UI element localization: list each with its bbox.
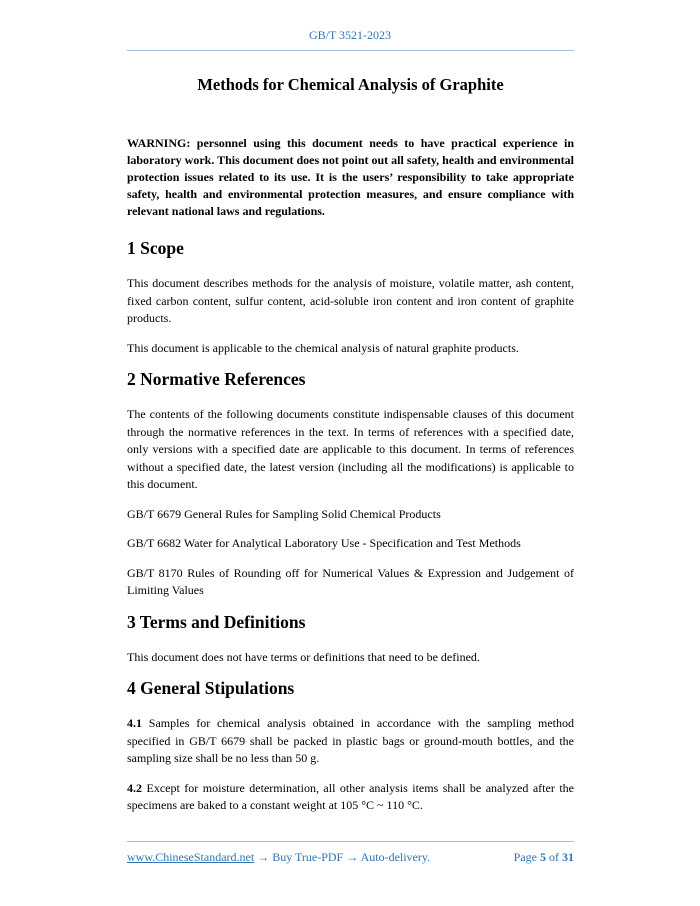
normative-paragraph: The contents of the following documents constitute indispensable clauses of this document through the normative references in the text. In terms of references with a specified date, only versions with a specified date are applicable to this document. In terms of references without a specified date, the latest version (including all the modifications) is applicable to this document. [127,407,574,492]
terms-paragraph: This document does not have terms or definitions that need to be defined. [127,649,480,664]
scope-paragraph-2: This document is applicable to the chemical analysis of natural graphite products. [127,340,519,355]
clause-text: Except for moisture determination, all other analysis items shall be analyzed after the specimens are baked to a constant weight at 105 °C ~ 110 °C. [127,780,574,813]
reference-item: GB/T 8170 Rules of Rounding off for Numerical Values & Expression and Judgement of Limiting Values [127,565,574,598]
page-of: of [549,850,559,864]
section-heading-general: 4 General Stipulations [127,678,295,699]
document-title: Methods for Chemical Analysis of Graphite [197,75,504,94]
website-link[interactable]: www.ChineseStandard.net [127,850,255,864]
page-number [514,850,574,865]
section-general-stipulations [127,678,574,815]
section-terms [127,612,574,667]
clause-number: 4.1 [127,716,142,731]
page-current: 5 [540,850,546,864]
clause-text: Samples for chemical analysis obtained in accordance with the sampling method specified in GB/T 6679 shall be packed in plastic bags or ground-mouth bottles, and the sampling size shall be no less than 50 g. [127,716,574,766]
clause-number: 4.2 [127,780,142,795]
warning-notice: WARNING: personnel using this document needs to have practical experience in laboratory work. This document does not point out all safety, health and environmental protection issues related to its use. It is the users’ responsibility to take appropriate safety, health and environmental protection measures, and ensure compliance with relevant national laws and regulations. [127,136,574,219]
reference-item: GB/T 6682 Water for Analytical Laboratory Use - Specification and Test Methods [127,536,521,551]
footer-divider [127,841,574,842]
section-heading-scope: 1 Scope [127,238,184,259]
clause-4-2 [127,780,574,815]
standard-code-header: GB/T 3521-2023 [308,28,392,42]
scope-paragraph-1: This document describes methods for the analysis of moisture, volatile matter, ash content, fixed carbon content, sulfur content, acid-soluble iron content and iron content of graphite products. [127,276,574,326]
page-label: Page [513,850,537,864]
footer-promo [127,850,430,865]
reference-item: GB/T 6679 General Rules for Sampling Solid Chemical Products [127,506,441,521]
section-heading-normative: 2 Normative References [127,369,306,390]
document-body [127,74,574,827]
promo-text: → Buy True-PDF → Auto-delivery. [254,850,431,864]
header-divider [127,50,574,51]
section-normative-references [127,369,574,600]
section-scope [127,238,574,357]
section-heading-terms: 3 Terms and Definitions [127,611,306,632]
clause-4-1 [127,715,574,768]
page-footer [127,850,574,865]
page-total: 31 [562,850,574,864]
